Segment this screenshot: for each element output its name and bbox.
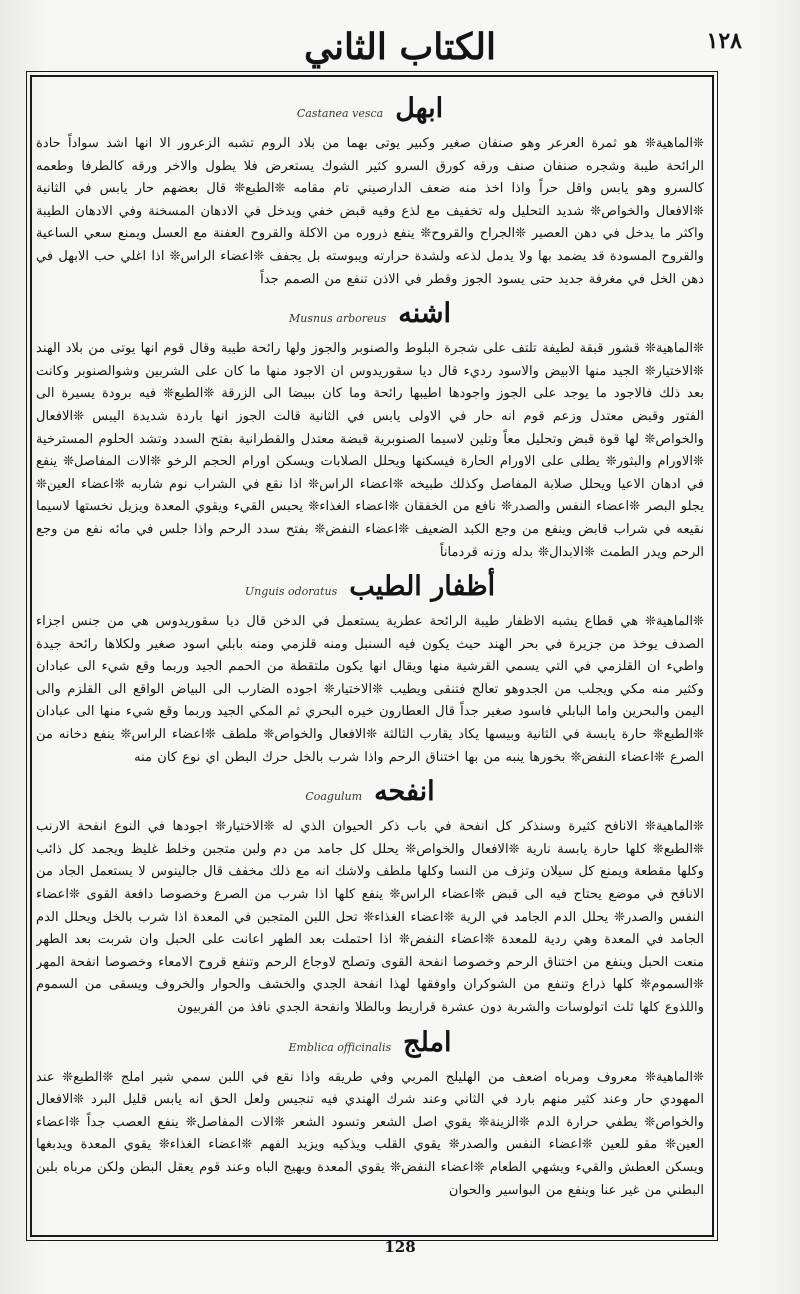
running-head: الكتاب الثاني <box>304 26 496 68</box>
text-body <box>36 90 704 1230</box>
entry-title-arabic: اشنه <box>398 298 452 330</box>
entry-title <box>36 1026 704 1065</box>
entry-title-arabic: املج <box>403 1026 452 1058</box>
latin-annotation: Emblica officinalis <box>288 1040 392 1054</box>
entry-text: ❊الماهية❊ قشور قبقة لطيفة تلتف على شجرة البلوط والصنوبر والجوز ولها رائحة طيبة وقال قوم انها يوتى من بلاد الهند ❊الاختيار❊ الجيد منها الابيض والاسود رديء قال ديا سقوريدوس ان الاجود منها ما كان على الشربين وشوالصنوبر وكانت بعد ذلك فالاجود ما يوجد على الجوز واجودها اطيبها رائحة وما كان ببيضا الى الزرقة ❊الطبع❊ فيه برودة يسيرة الى الفتور وقبض معتدل وزعم قوم انه حار في الاولى يابس في الثانية قالت الجوز انها باردة شديدة اليبس ❊الافعال والخواص❊ لها قوة قبض وتحليل معاً وتلين لاسيما الصنوبرية قبضة معتدل والقطرانية بفتح السدد وتشد الحلوم المسترخية ❊الاورام والبثور❊ يطلى على الاورام الحارة فيسكنها ويحلل الصلابات ويسكن اورام الحجم الرخو ❊الات المفاصل❊ ينفع في ادهان الاعيا ويحلل صلابة المفاصل وكذلك طبيخه ❊اعضاء الراس❊ اذا نقع في الشراب نوم شاربه ❊اعضاء العين❊ يجلو البصر ❊اعضاء النفس والصدر❊ نافع من الخفقان ❊اعضاء الغذاء❊ يحبس القيء ويقوي المعدة ويزيل نخستها لاسيما نقيعه في شراب قابض وينفع من وجع الكبد الضعيف ❊اعضاء النفض❊ بفتح سدد الرحم واذا جلس في مائه نفع من وجع الرحم ويدر الطمث ❊الابدال❊ بدله وزنه قردماناً <box>36 341 704 560</box>
entry-text: ❊الماهية❊ معروف ومرباه اضعف من الهليلج المربي وفي طريقه واذا نقع في اللبن سمي شير املج ❊الطبع❊ عند المهودي حار وعند كثير منهم بارد في الثاني وعند شرك الهندي فيه تنجيس ولعل الحق انه يابس قليل البرد ❊الافعال والخواص❊ يطفي حرارة الدم ❊الزينة❊ يقوي اصل الشعر وتسود الشعر ❊الات المفاصل❊ ينفع العصب جداً ❊اعضاء العين❊ مقو للعين ❊اعضاء النفس والصدر❊ يقوي القلب ويذكيه ويزيد الفهم ❊اعضاء الغذاء❊ يقوي المعدة ويدبغها ويسكن العطش والقيء ويشهي الطعام ❊اعضاء النفض❊ يقوي المعدة ويهيج الباه وعند قوم يعقل البطن ولكن مرباه بلبن البطني من غير عنا وينفع من البواسير والحوان <box>36 1069 704 1198</box>
entry-title-arabic: أظفار الطيب <box>349 571 496 603</box>
latin-annotation: Unguis odoratus <box>244 585 338 599</box>
latin-annotation: Coagulum <box>305 790 363 804</box>
entry-text: ❊الماهية❊ هو ثمرة العرعر وهو صنفان صغير وكبير يوتى بهما من بلاد الروم تشبه الزعرور الا انها اشد سواداً حادة الرائحة طيبة وشجره صنفان صنف ورقه كورق السرو كثير الشوك يستعرض فلا يطول والاخر ورقه كالطرفا وطعمه كالسرو وهو يابس واقل حراً واذا اخذ منه ضعف الدارصيني تام مقامه ❊الطبع❊ قال بعضهم حار يابس في الثانية ❊الافعال والخواص❊ شديد التحليل وله تخفيف مع لذع وفيه قبض خفي ويدخل في الادهان المسخنة وفي الادهان الطيبة واكثر ما يدخل في دهن العصير ❊الجراح والقروح❊ ينفع ذروره من الاكلة والقروح العفنة مع العسل ويمنع سعي الساعية والقروح المسودة قد يضمد بها ولا يدمل لذعه ولشدة حرارته ويبوسته بل يجفف ❊اعضاء الراس❊ اذا اغلي حب الابهل في دهن الخل في مغرفة جديد حتى يسود الجوز وقطر في الاذن تنفع من الصمم جداً <box>36 136 704 287</box>
entry-section <box>36 92 704 291</box>
page-number-bottom: 128 <box>384 1238 416 1256</box>
entry-title <box>36 775 704 814</box>
page-header <box>0 18 800 72</box>
entry-title <box>36 92 704 131</box>
entry-section <box>36 570 704 769</box>
page-number-top: ١٢٨ <box>706 28 742 54</box>
latin-annotation: Castanea vesca <box>296 107 384 120</box>
entry-text: ❊الماهية❊ الانافح كثيرة وسنذكر كل انفحة في باب ذكر الحيوان الذي له ❊الاختيار❊ اجودها في النوع انفحة الارنب ❊الطبع❊ كلها حارة يابسة نارية ❊الافعال والخواص❊ يحلل كل جامد من دم ولبن متجبن وخلط غليظ ويجمد كل ذائب وكلها مقطعة ويمنع كل سيلان وتزف من النسا وكلها ملطف ولاشك انه مع ذلك مخفف قال جالينوس لا يستعمل الجاد من الانافح في موضع يحتاج فيه الى قبض ❊اعضاء الراس❊ ينفع كلها اذا شرب من الصرع وخصوصا دافعة القوى ❊اعضاء النفس والصدر❊ يحلل الدم الجامد في الرية ❊اعضاء الغذاء❊ تحل اللبن المتجبن في المعدة اذا شرب بالخل ويحلل الدم الجامد في المعدة وهي ردية للمعدة ❊اعضاء النفض❊ اذا احتملت بعد الطهر اعانت على الحبل وان شربت بعد الطهر منعت الحبل وينفع من اختناق الرحم وخصوصا انفحة القوى وتصلح لاوجاع الرحم وتنفع قروح الامعاء وخصوصا انفحة المهر ❊السموم❊ كلها ذراع وتنفع من الشوكران واوفقها لهذا انفحة الجدي والخشف والحوار والخروف ويسقى من السموم واللذوع كلها ثلث اتولوسات والشربة دون عشرة قراريط وبالطلا وانفحة الجدي نافذ من الفربيون <box>36 819 704 1015</box>
entry-section <box>36 775 704 1019</box>
entry-section <box>36 1026 704 1203</box>
entry-title <box>36 297 704 336</box>
entry-title-arabic: ابهل <box>395 93 444 124</box>
entry-section <box>36 297 704 564</box>
entry-title <box>36 570 704 609</box>
latin-annotation: Musnus arboreus <box>288 312 387 326</box>
entry-text: ❊الماهية❊ هي قطاع يشبه الاظفار طيبة الرائحة عطرية يستعمل في الدخن قال ديا سقوريدوس هي من جنس اجزاء الصدف يوخذ من جزيرة في بحر الهند حيث يكون فيه السنبل ومنه قلزمي ومنه بابلي اسود صغير ولكلاها رائحة جيدة واطيء ان القلزمي في التي يسمي القرشية منها ويقال انها يكون ملتقطة من الحمم الجيد وربما وقع شيء الى عبادان وكثير منه مكي ويجلب من الجدوهو تعالج فتنقى ويطيب ❊الاختيار❊ اجوده الضارب الى البياض الواقع الى القلزم والى اليمن والبحرين واما البابلي فاسود صغير جداً قال العطارون خيره البحري ثم المكي الجيد وربما وقع شيء منها الى عبادان ❊الطبع❊ حارة يابسة في الثانية وبيسها يكاد يقارب الثالثة ❊الافعال والخواص❊ ملطف ❊اعضاء الراس❊ ينفع دخانه من الصرع ❊اعضاء النفض❊ بخورها ينبه من بها اختناق الرحم واذا شرب بالخل حرك البطن اي نوع كان منه <box>36 614 704 765</box>
entry-title-arabic: انفحه <box>374 776 435 808</box>
